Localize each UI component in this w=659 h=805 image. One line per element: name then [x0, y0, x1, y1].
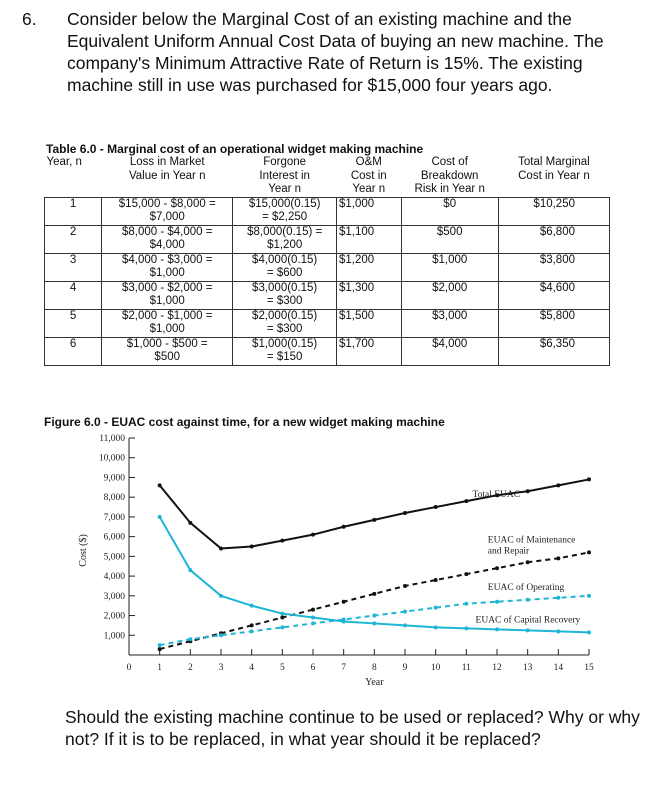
question-number: 6. [22, 9, 37, 29]
cell-year: 5 [45, 309, 102, 337]
data-point [587, 594, 591, 598]
y-tick-label: 9,000 [103, 473, 125, 484]
cell-interest [233, 281, 337, 309]
data-point [526, 598, 530, 602]
cell-loss [102, 197, 233, 225]
data-point [188, 637, 192, 641]
cell-om: $1,700 [337, 337, 402, 365]
cell-year: 1 [45, 197, 102, 225]
cell-total: $10,250 [498, 197, 609, 225]
cell-breakdown: $0 [401, 197, 498, 225]
table-caption: Table 6.0 - Marginal cost of an operational widget making machine [46, 142, 424, 156]
data-point [250, 545, 254, 549]
data-point [495, 600, 499, 604]
data-point [280, 539, 284, 543]
data-point [434, 578, 438, 582]
data-point [556, 556, 560, 560]
data-point [158, 483, 162, 487]
table-header-line: Forgone [263, 156, 307, 168]
series-label: EUAC of Operating [487, 582, 565, 593]
table-header-line: Cost of [431, 156, 468, 168]
cell-loss [102, 309, 233, 337]
cell-year: 3 [45, 253, 102, 281]
table-row [45, 281, 610, 309]
y-axis-label: Cost ($) [78, 534, 89, 567]
data-point [495, 627, 499, 631]
y-tick-label: 10,000 [98, 453, 125, 464]
table-header-line: Total Marginal [518, 156, 590, 168]
cell-total: $3,800 [498, 253, 609, 281]
data-point [587, 630, 591, 634]
data-point [342, 619, 346, 623]
table-header-line: Interest in [259, 169, 310, 182]
data-point [434, 606, 438, 610]
y-tick-label: 7,000 [103, 512, 125, 523]
x-tick-label: 12 [492, 663, 502, 673]
x-tick-label: 11 [461, 663, 471, 673]
cell-loss-line: $2,000 - $1,000 = [121, 309, 213, 322]
question-block [22, 8, 652, 96]
x-tick-label: 13 [522, 663, 533, 673]
cell-total: $6,800 [498, 225, 609, 253]
cell-loss-line: $7,000 [149, 211, 185, 223]
cell-interest [233, 309, 337, 337]
cell-year: 6 [45, 337, 102, 365]
cell-interest [233, 225, 337, 253]
table-row [45, 197, 610, 225]
cell-loss-line: $1,000 [149, 323, 185, 335]
cell-loss-line: $4,000 [149, 239, 185, 251]
cell-interest-line: = $150 [266, 351, 303, 363]
cell-interest [233, 253, 337, 281]
table-header-line: Value in Year n [128, 169, 206, 182]
data-point [342, 525, 346, 529]
cell-year: 4 [45, 281, 102, 309]
data-point [587, 550, 591, 554]
cell-loss-line: $1,000 [149, 295, 185, 307]
x-tick-label: 14 [553, 663, 564, 673]
data-point [526, 489, 530, 493]
closing-question: Should the existing machine continue to be used or replaced? Why or why not? If it is to be replaced, in what year should it be replaced? [65, 707, 640, 749]
y-tick-label: 1,000 [103, 631, 125, 642]
cell-loss-line: $1,000 - $500 = [126, 337, 208, 350]
table-header-line: O&M [355, 156, 382, 168]
table-header-line: Year, n [46, 156, 82, 168]
data-point [311, 616, 315, 620]
series-label: Total EUAC [472, 490, 521, 501]
data-point [311, 533, 315, 537]
cell-year: 2 [45, 225, 102, 253]
data-point [342, 600, 346, 604]
data-point [311, 621, 315, 625]
y-tick-label: 8,000 [103, 493, 125, 504]
figure-caption: Figure 6.0 - EUAC cost against time, for a new widget making machine [44, 415, 445, 429]
data-point [158, 515, 162, 519]
series-label: EUAC of Capital Recovery [475, 615, 581, 626]
cell-breakdown: $2,000 [401, 281, 498, 309]
data-point [464, 602, 468, 606]
data-point [219, 633, 223, 637]
cell-loss-line: $15,000 - $8,000 = [118, 197, 216, 210]
euac-chart [34, 432, 634, 697]
table-header-2 [233, 156, 337, 197]
table-header-line: Breakdown [420, 169, 479, 182]
cell-total: $5,800 [498, 309, 609, 337]
cell-interest [233, 337, 337, 365]
table-row [45, 225, 610, 253]
x-tick-label: 7 [341, 663, 347, 673]
x-tick-label: 0 [126, 663, 132, 673]
cell-interest-line: = $300 [266, 323, 303, 335]
cell-interest-line: $8,000(0.15) = [247, 225, 323, 238]
cell-interest-line: = $2,250 [262, 211, 308, 223]
data-point [434, 505, 438, 509]
y-tick-label: 3,000 [103, 591, 125, 602]
table-header-3 [337, 156, 402, 197]
data-point [219, 594, 223, 598]
table-header-line: Year n [268, 183, 302, 195]
data-point [250, 629, 254, 633]
x-tick-label: 2 [187, 663, 193, 673]
data-point [372, 621, 376, 625]
cell-loss [102, 225, 233, 253]
y-tick-label: 5,000 [103, 552, 125, 563]
cell-loss [102, 337, 233, 365]
table-row [45, 337, 610, 365]
data-point [403, 623, 407, 627]
data-point [556, 483, 560, 487]
cell-om: $1,000 [337, 197, 402, 225]
data-point [587, 477, 591, 481]
cell-interest-line: $4,000(0.15) [252, 253, 318, 266]
x-tick-label: 8 [371, 663, 377, 673]
x-axis-label: Year [365, 677, 384, 688]
data-point [403, 610, 407, 614]
data-point [372, 614, 376, 618]
cell-total: $6,350 [498, 337, 609, 365]
x-tick-label: 1 [157, 663, 163, 673]
cell-loss [102, 281, 233, 309]
data-point [250, 604, 254, 608]
x-tick-label: 3 [218, 663, 224, 673]
table-header-line: Cost in Year n [518, 169, 590, 182]
x-tick-label: 10 [430, 663, 441, 673]
cell-breakdown: $1,000 [401, 253, 498, 281]
y-tick-label: 2,000 [103, 611, 125, 622]
cell-breakdown: $3,000 [401, 309, 498, 337]
data-point [372, 518, 376, 522]
x-tick-label: 9 [402, 663, 408, 673]
table-header-1 [102, 156, 233, 197]
x-tick-label: 4 [249, 663, 255, 673]
data-point [495, 566, 499, 570]
table-header-line: Cost in [350, 169, 387, 182]
cell-interest-line: $15,000(0.15) [248, 197, 321, 210]
cell-interest [233, 197, 337, 225]
cell-loss-line: $1,000 [149, 267, 185, 279]
cell-interest-line: $1,200 [267, 239, 303, 251]
data-point [403, 511, 407, 515]
cell-loss-line: $3,000 - $2,000 = [121, 281, 213, 294]
data-point [464, 626, 468, 630]
table-header-line: Year n [352, 183, 386, 195]
data-point [158, 647, 162, 651]
data-point [188, 521, 192, 525]
data-point [434, 625, 438, 629]
y-tick-label: 4,000 [103, 572, 125, 583]
x-tick-label: 5 [279, 663, 285, 673]
series-label: EUAC of Maintenance and Repair [487, 535, 576, 557]
x-tick-label: 15 [584, 663, 594, 673]
cell-total: $4,600 [498, 281, 609, 309]
cell-loss [102, 253, 233, 281]
data-point [311, 608, 315, 612]
cell-om: $1,300 [337, 281, 402, 309]
table-header-line: Risk in Year n [414, 183, 485, 195]
cell-loss-line: $500 [154, 351, 181, 363]
cell-interest-line: = $600 [266, 267, 303, 279]
table-header-line: Loss in Market [129, 156, 205, 168]
x-tick-label: 6 [310, 663, 316, 673]
cell-interest-line: = $300 [266, 295, 303, 307]
cell-om: $1,100 [337, 225, 402, 253]
cell-breakdown: $500 [401, 225, 498, 253]
table-row [45, 253, 610, 281]
data-point [250, 623, 254, 627]
data-point [556, 596, 560, 600]
cell-interest-line: $2,000(0.15) [252, 309, 318, 322]
cell-interest-line: $3,000(0.15) [252, 281, 318, 294]
table-row [45, 309, 610, 337]
data-point [464, 572, 468, 576]
cell-om: $1,500 [337, 309, 402, 337]
data-point [556, 629, 560, 633]
data-point [464, 499, 468, 503]
y-tick-label: 11,000 [99, 434, 125, 444]
data-point [188, 568, 192, 572]
cell-loss-line: $8,000 - $4,000 = [121, 225, 213, 238]
data-point [219, 546, 223, 550]
data-point [280, 612, 284, 616]
cell-breakdown: $4,000 [401, 337, 498, 365]
data-point [158, 643, 162, 647]
data-point [280, 616, 284, 620]
data-point [372, 592, 376, 596]
cell-interest-line: $1,000(0.15) [252, 337, 318, 350]
data-point [280, 625, 284, 629]
table-header-4 [401, 156, 498, 197]
cell-loss-line: $4,000 - $3,000 = [121, 253, 213, 266]
data-point [403, 584, 407, 588]
y-tick-label: 6,000 [103, 532, 125, 543]
cell-om: $1,200 [337, 253, 402, 281]
table-header-0 [45, 156, 102, 197]
question-text: Consider below the Marginal Cost of an existing machine and the Equivalent Uniform Annual Cost Data of buying an new machine. The company's Minimum Attractive Rate of Return is 15%. The existing machine still in use was purchased for $15,000 four years ago. [67, 9, 604, 95]
table-header-5 [498, 156, 609, 197]
marginal-cost-table [44, 156, 610, 366]
data-point [526, 560, 530, 564]
data-point [526, 628, 530, 632]
